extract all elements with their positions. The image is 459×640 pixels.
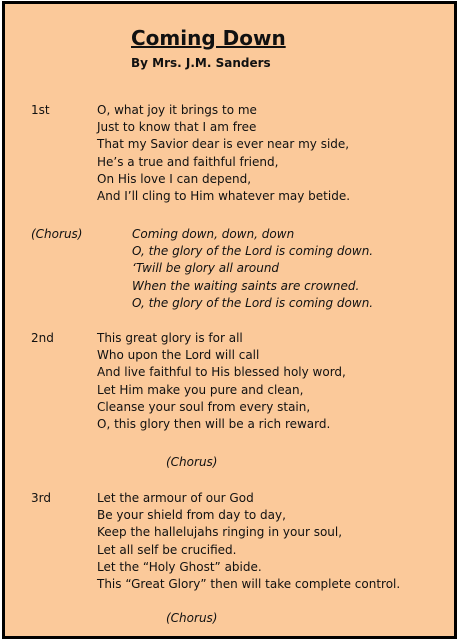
chorus-line: O, the glory of the Lord is coming down.: [132, 295, 374, 310]
verse-2-label: 2nd: [31, 331, 54, 345]
verse-2-line: This great glory is for all: [97, 331, 243, 345]
verse-3-line: Let all self be crucified.: [97, 542, 237, 557]
chorus-reference: (Chorus): [166, 611, 218, 625]
verse-1-line: O, what joy it brings to me: [97, 103, 257, 117]
verse-2-line: Who upon the Lord will call: [97, 348, 260, 363]
verse-1-line: That my Savior dear is ever near my side,: [97, 137, 350, 152]
verse-1-line: Just to know that I am free: [97, 120, 257, 135]
chorus-line: ‘Twill be glory all around: [132, 261, 280, 276]
verse-3: [97, 490, 400, 593]
author-byline: By Mrs. J.M. Sanders: [131, 56, 271, 70]
verse-3-label: 3rd: [31, 491, 51, 505]
verse-1-line: He’s a true and faithful friend,: [97, 154, 279, 169]
verse-1-label: 1st: [31, 103, 50, 117]
verse-2-line: O, this glory then will be a rich reward.: [97, 416, 331, 431]
verse-1-line: And I’ll cling to Him whatever may betide.: [97, 188, 351, 203]
verse-3-line: Keep the hallelujahs ringing in your soul,: [97, 525, 343, 540]
verse-1: [97, 102, 350, 205]
verse-2-line: And live faithful to His blessed holy word,: [97, 365, 346, 380]
chorus-reference: (Chorus): [166, 455, 218, 469]
chorus: [132, 226, 373, 312]
hymn-page: [2, 1, 457, 639]
chorus-label: (Chorus): [31, 227, 83, 241]
verse-3-line: This “Great Glory” then will take complete control.: [97, 576, 401, 591]
verse-2-line: Cleanse your soul from every stain,: [97, 399, 311, 414]
verse-3-line: Let the “Holy Ghost” abide.: [97, 559, 262, 574]
chorus-line: O, the glory of the Lord is coming down.: [132, 244, 374, 259]
verse-2-line: Let Him make you pure and clean,: [97, 382, 304, 397]
song-title: Coming Down: [131, 26, 286, 50]
chorus-line: When the waiting saints are crowned.: [132, 278, 360, 293]
verse-3-line: Let the armour of our God: [97, 491, 254, 505]
verse-2: [97, 330, 346, 433]
verse-1-line: On His love I can depend,: [97, 171, 252, 186]
verse-3-line: Be your shield from day to day,: [97, 508, 286, 523]
chorus-line: Coming down, down, down: [132, 227, 295, 241]
